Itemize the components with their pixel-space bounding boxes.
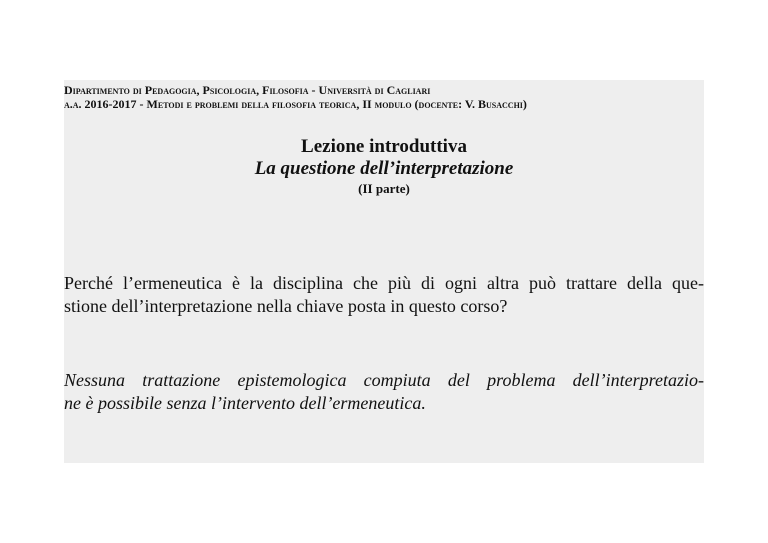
question-line-1: Perché l’ermeneutica è la disciplina che più di ogni altra può trattare della que-: [64, 273, 704, 293]
answer-line-1: Nessuna trattazione epistemologica compiuta del problema dell’interpretazio-: [64, 370, 704, 390]
question-line-2: stione dell’interpretazione nella chiave posta in questo corso?: [64, 296, 508, 316]
header-course-line: a.a. 2016-2017 - Metodi e problemi della filosofia teorica, II modulo (docente: V. Busacchi): [64, 97, 527, 111]
answer-line-2: ne è possibile senza l’intervento dell’ermeneutica.: [64, 393, 426, 413]
title-block: [64, 136, 704, 197]
header-department-line: Dipartimento di Pedagogia, Psicologia, Filosofia - Università di Cagliari: [64, 83, 431, 97]
slide-header: [64, 83, 704, 111]
answer-paragraph: [64, 369, 704, 415]
lecture-subtitle: La questione dell’interpretazione: [254, 158, 514, 179]
lecture-part-label: (II parte): [358, 181, 410, 196]
question-paragraph: [64, 272, 704, 318]
lecture-title: Lezione introduttiva: [301, 136, 467, 157]
slide-page: [64, 80, 704, 463]
